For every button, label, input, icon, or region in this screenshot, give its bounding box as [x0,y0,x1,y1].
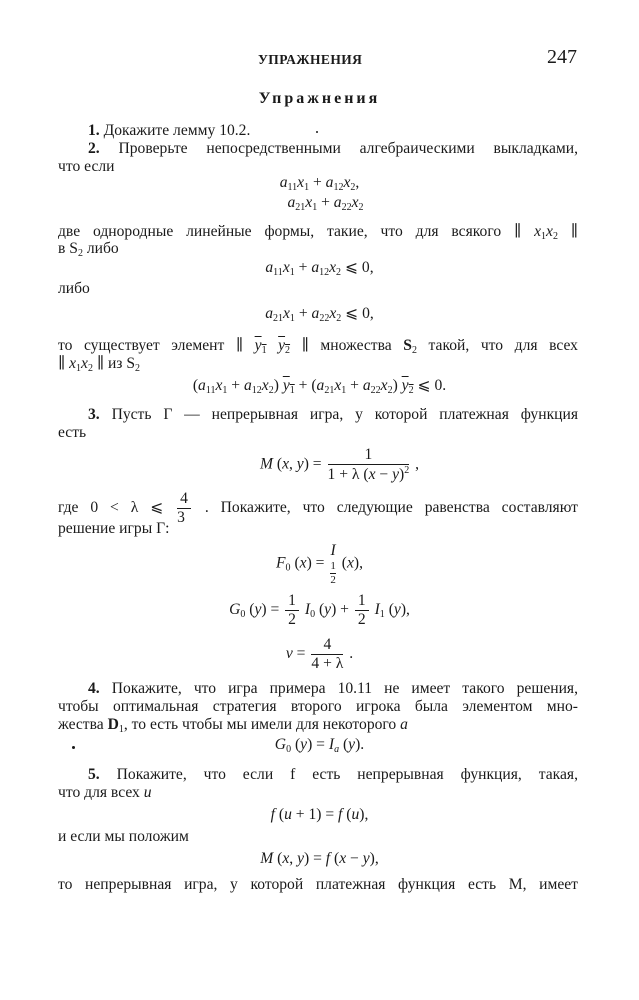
exercise-2-line-1 [88,140,578,158]
exercise-number: 3. [88,406,100,423]
formula-linear-form-1: $a_{11}x_1 + a_{12}x_2$, [279,174,360,193]
section-title: Упражнения [258,90,381,107]
exercise-1 [88,122,250,140]
exercise-2-line-6: ∥ $x_1x_2$ ∥ из $S_2$ [58,355,141,374]
exercise-3-line-3: где 0 < λ ⩽ $\frac{4}{3}$ . Покажите, что следующие равенства составляют [58,490,578,526]
exercise-text: , то есть чтобы мы имели для некоторого [123,716,397,733]
exercise-2-line-3: две однородные линейные формы, такие, что для всякого ∥ $x_1x_2$ ∥ [58,223,579,242]
exercise-text: то существует элемент [58,337,225,354]
exercise-5-line-2: что для всех u [58,784,152,801]
exercise-4-line-3: жества $D_1$, то есть чтобы мы имели для некоторого a [58,716,408,735]
print-speck [316,131,318,133]
either-text: либо [58,280,90,297]
exercise-text: где [58,499,79,516]
exercise-text: из [107,355,123,372]
formula-inequality-2: $a_{21}x_1 + a_{22}x_2$ ⩽ 0, [265,305,374,324]
exercise-4-line-1 [88,680,578,698]
exercise-text: две однородные линейные формы, такие, что для всякого [58,223,502,240]
exercise-3-line-4: решение игры Γ: [58,520,170,537]
formula-value: v = $\frac{4}{4 + \lambda}$ . [285,636,354,672]
exercise-text: Проверьте непосредственными алгебраическими выкладками, [118,140,578,157]
exercise-2-line-4: в $S_2$ либо [58,240,119,259]
formula-m-def: M (x, y) = f (x − y), [260,850,379,867]
exercise-text: Покажите, что игра примера 10.11 не имеет такого решения, [111,680,579,697]
formula-payoff-function: M (x, y) = $\frac{1}{1 + \lambda (x - y)^2}$ , [259,446,419,483]
exercise-text: Покажите, что если f есть непрерывная функция, такая, [116,766,578,783]
exercise-number: 4. [88,680,100,697]
exercise-text: что для всех [58,784,140,801]
exercise-3-line-1 [88,406,578,424]
exercise-5-line-3: и если мы положим [58,828,189,845]
exercise-2-line-5: то существует элемент ∥ $y_1$ $y_2$ ∥ множества $S_2$ такой, что для всех [58,337,578,356]
exercise-number: 2. [88,140,100,157]
exercise-text: . Покажите, что следующие равенства составляют [204,499,578,516]
formula-g0: $G_0$ (y) = $\frac{1}{2}$ $I_0$ (y) + $\frac{1}{2}$ $I_1$ (y), [229,592,410,628]
exercise-number: 5. [88,766,100,783]
exercise-3-line-2: есть [58,424,87,441]
formula-f0: $F_0$ (x) = I 1 2 (x), [276,542,363,586]
formula-inequality-1: $a_{11}x_1 + a_{12}x_2$ ⩽ 0, [265,259,374,278]
formula-periodic: f (u + 1) = f (u), [270,806,369,823]
exercise-4-line-2: чтобы оптимальная стратегия второго игрока была элементом мно- [58,698,578,715]
exercise-number: 1. [88,122,100,139]
page-number: 247 [547,46,577,68]
formula-g0-ia: $G_0$ $(y) = I_a$ (y). [274,736,365,755]
exercise-5-line-4: то непрерывная игра, у которой платежная функция есть M, имеет [58,876,578,893]
formula-combined-inequality: $(a_{11}x_1 + a_{12}x_2) y_1 + (a_{21}x_1 + a_{22}x_2)$ $y_2$ ⩽ 0. [192,377,447,396]
exercise-text: Докажите лемму 10.2. [103,122,251,139]
exercise-text: такой, что для всех [428,337,578,354]
exercise-5-line-1 [88,766,578,784]
running-header: УПРАЖНЕНИЯ [258,52,363,67]
exercise-text: Пусть Γ — непрерывная игра, у которой платежная функция [111,406,579,423]
exercise-text: множества [320,337,392,354]
formula-linear-form-2: $a_{21}x_1 + a_{22}x_2$ [287,194,364,213]
exercise-text: жества [58,716,104,733]
exercise-text: либо [86,240,119,257]
exercise-2-line-2: что если [58,158,115,175]
